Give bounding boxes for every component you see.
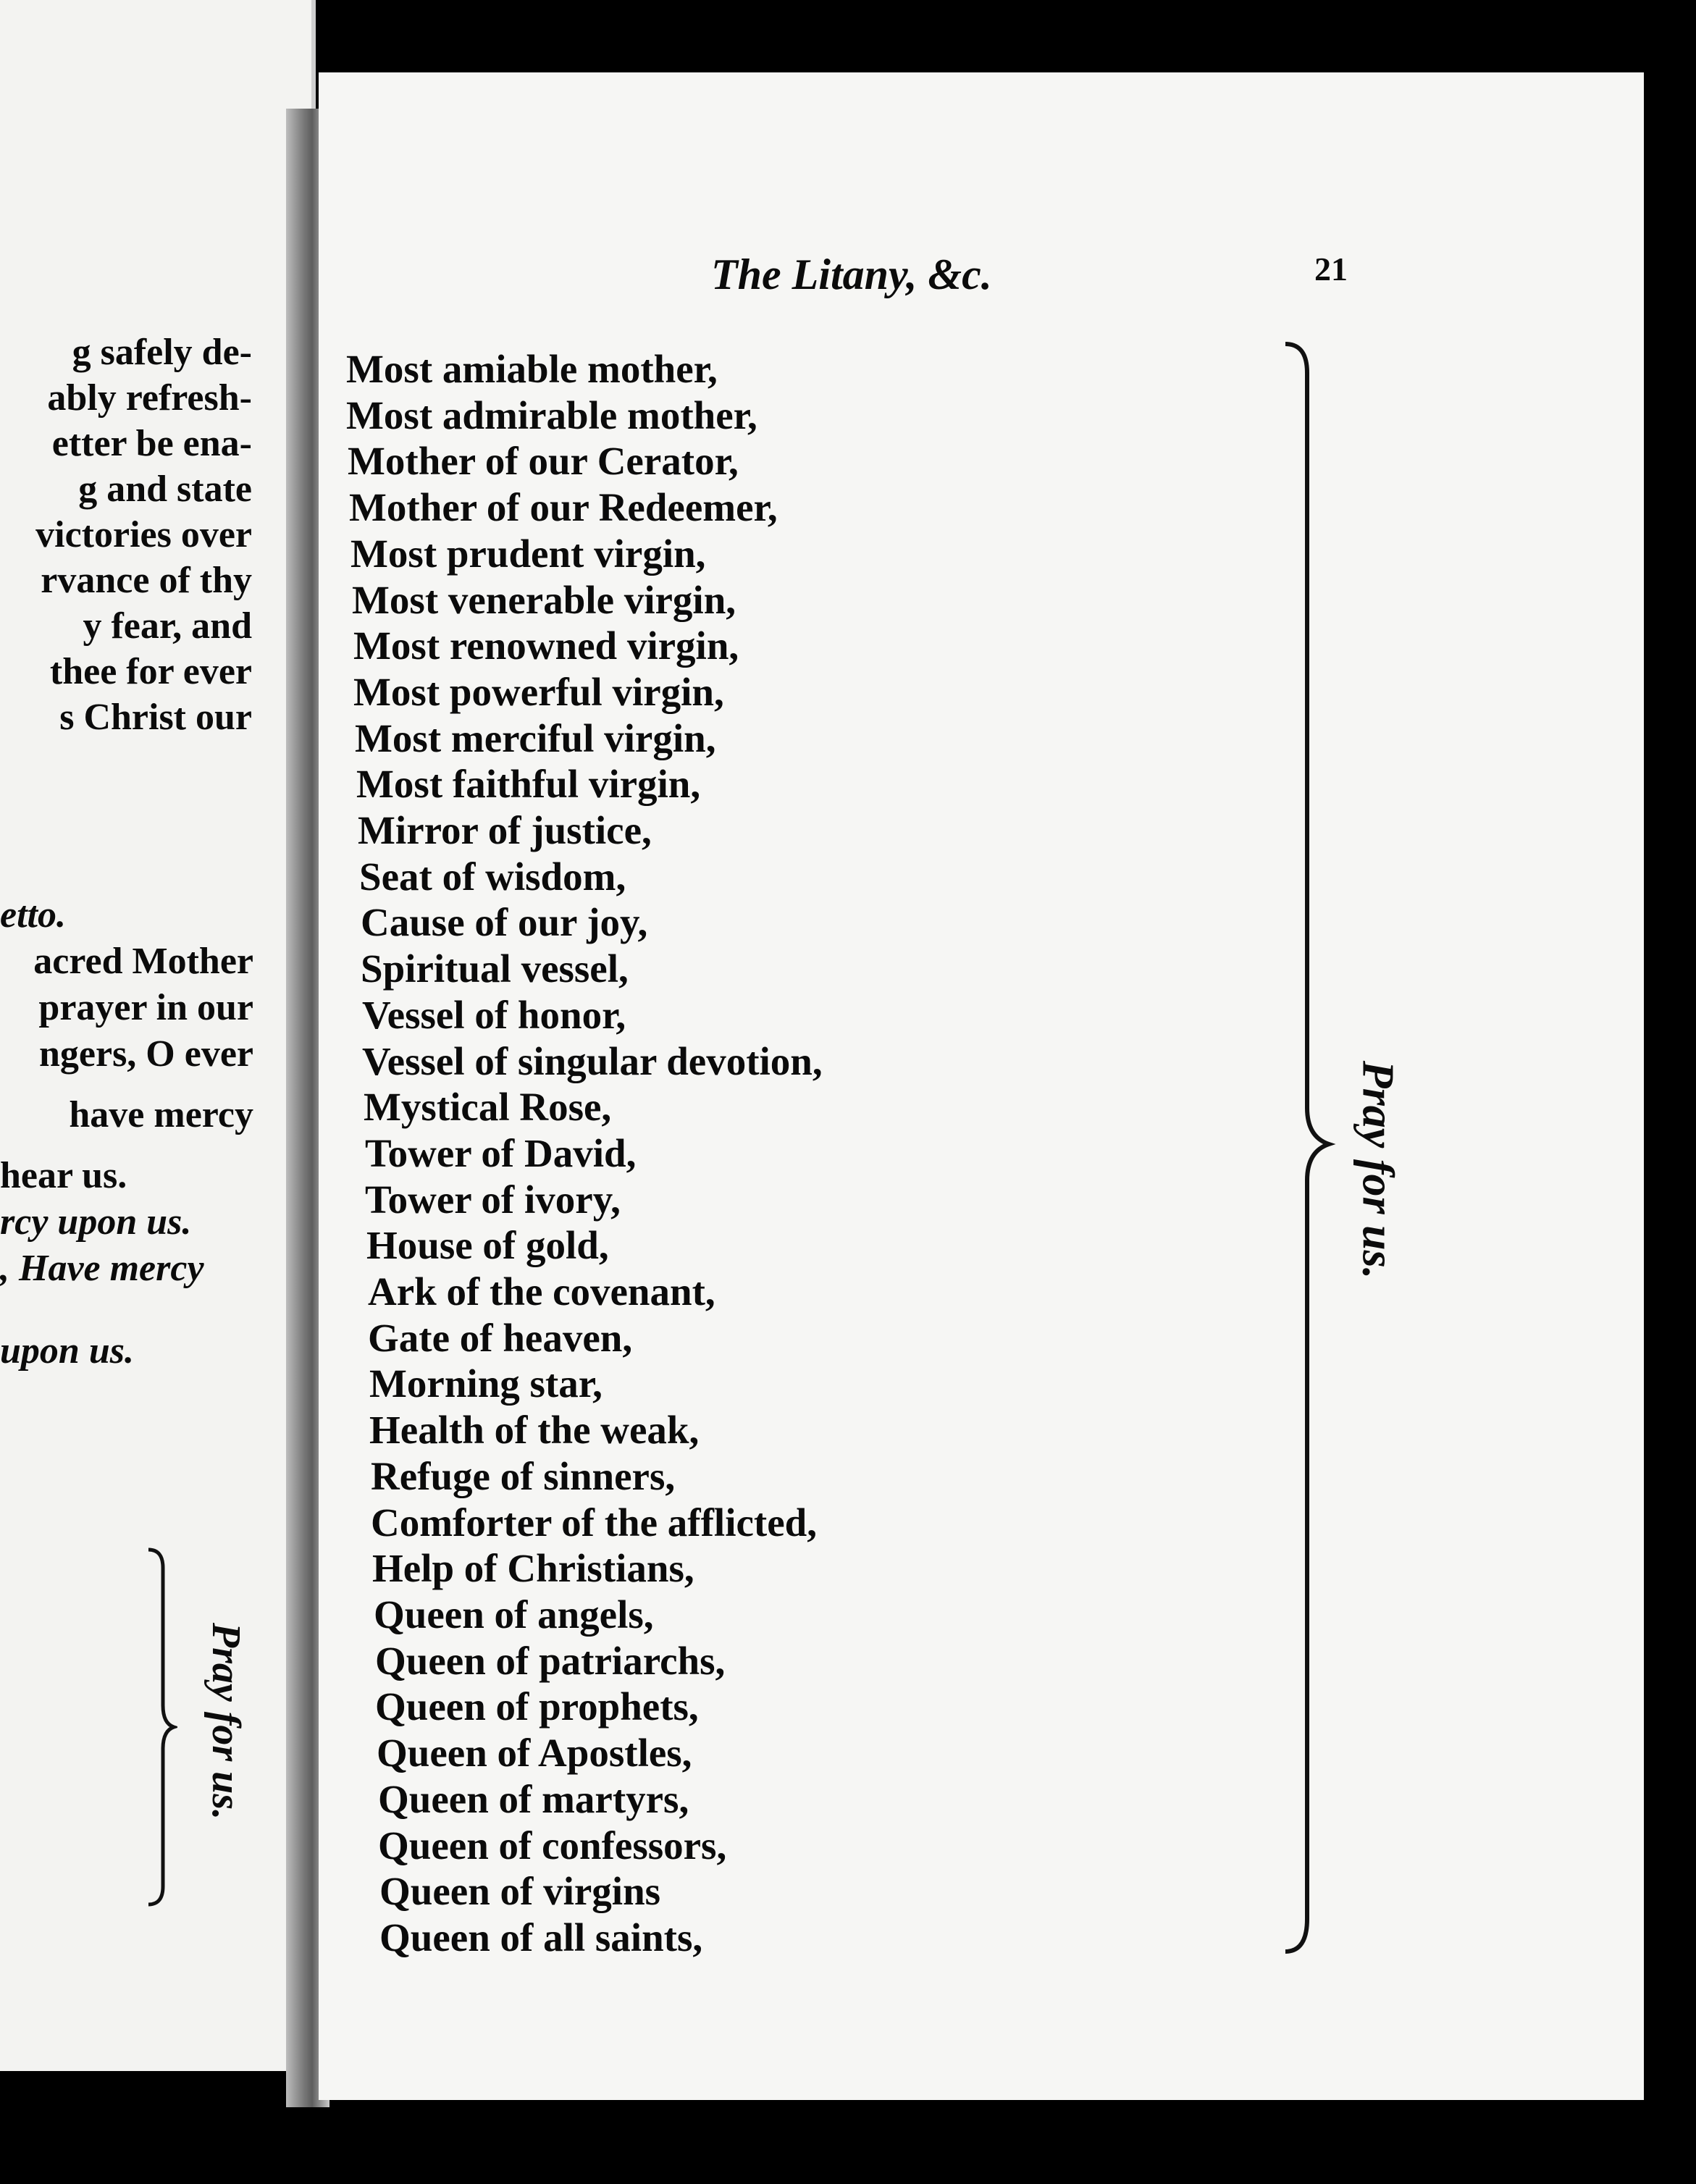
litany-line: Queen of virgins bbox=[379, 1869, 661, 1914]
left-response-italic: upon us. bbox=[0, 1330, 134, 1372]
litany-line: Most venerable virgin, bbox=[352, 577, 736, 622]
left-line: g safely de- bbox=[72, 332, 252, 373]
litany-line: Seat of wisdom, bbox=[359, 854, 626, 899]
left-page bbox=[0, 0, 316, 2071]
litany-line: Most admirable mother, bbox=[346, 392, 757, 437]
left-line: g and state bbox=[78, 469, 252, 510]
litany-line: Queen of patriarchs, bbox=[375, 1638, 726, 1683]
litany-line: Comforter of the afflicted, bbox=[371, 1500, 817, 1545]
left-line: etter be ena- bbox=[51, 423, 252, 464]
litany-line: Mystical Rose, bbox=[364, 1085, 612, 1130]
left-line: have mercy bbox=[69, 1094, 253, 1135]
litany-line: Morning star, bbox=[369, 1361, 603, 1406]
litany-line: Most amiable mother, bbox=[346, 347, 718, 391]
litany-line: Ark of the covenant, bbox=[368, 1269, 715, 1314]
left-line: victories over bbox=[35, 514, 252, 555]
litany-line: House of gold, bbox=[366, 1223, 609, 1268]
litany-line: Cause of our joy, bbox=[361, 900, 648, 945]
litany-line: Refuge of sinners, bbox=[371, 1453, 676, 1498]
left-line: ably refresh- bbox=[47, 377, 252, 419]
left-line: thee for ever bbox=[49, 651, 252, 692]
litany-line: Mother of our Cerator, bbox=[348, 439, 739, 484]
litany-line: Help of Christians, bbox=[372, 1546, 694, 1591]
litany-line: Vessel of singular devotion, bbox=[362, 1038, 823, 1083]
litany-line: Tower of David, bbox=[365, 1130, 637, 1175]
litany-line: Mother of our Redeemer, bbox=[349, 485, 778, 530]
left-brace bbox=[141, 1546, 177, 1908]
left-line: hear us. bbox=[0, 1155, 127, 1196]
litany-line: Queen of angels, bbox=[374, 1592, 654, 1637]
litany-line: Vessel of honor, bbox=[362, 992, 626, 1037]
litany-line: Queen of prophets, bbox=[375, 1684, 699, 1729]
litany-list bbox=[346, 346, 823, 1961]
litany-line: Most renowned virgin, bbox=[353, 623, 739, 668]
left-top-block bbox=[0, 329, 252, 740]
left-line: y fear, and bbox=[83, 605, 252, 647]
left-line: ngers, O ever bbox=[38, 1033, 253, 1075]
left-line: rvance of thy bbox=[41, 560, 252, 601]
litany-line: Most prudent virgin, bbox=[350, 531, 706, 576]
left-response-italic: rcy upon us. bbox=[0, 1201, 192, 1243]
left-line: s Christ our bbox=[59, 697, 252, 738]
left-line: prayer in our bbox=[38, 987, 253, 1028]
running-header: The Litany, &c. bbox=[711, 251, 992, 298]
litany-line: Queen of Apostles, bbox=[377, 1731, 692, 1776]
left-heading-fragment: etto. bbox=[0, 894, 66, 936]
litany-line: Queen of martyrs, bbox=[378, 1776, 689, 1821]
litany-line: Gate of heaven, bbox=[368, 1315, 633, 1360]
pray-for-us-label-left: Pray for us. bbox=[203, 1622, 248, 1820]
pray-for-us-label-right: Pray for us. bbox=[1353, 1060, 1403, 1280]
litany-line: Mirror of justice, bbox=[358, 808, 652, 853]
litany-line: Health of the weak, bbox=[369, 1408, 700, 1453]
right-brace bbox=[1278, 340, 1336, 1955]
litany-line: Most faithful virgin, bbox=[356, 762, 701, 807]
litany-line: Queen of confessors, bbox=[378, 1823, 727, 1868]
page-number: 21 bbox=[1314, 251, 1348, 287]
litany-line: Tower of ivory, bbox=[365, 1177, 621, 1222]
litany-line: Spiritual vessel, bbox=[361, 946, 629, 991]
litany-line: Queen of all saints, bbox=[379, 1915, 703, 1960]
left-line: , Have mercy bbox=[0, 1248, 204, 1289]
litany-line: Most powerful virgin, bbox=[353, 669, 724, 714]
left-bottom-block bbox=[0, 892, 253, 1374]
left-line: acred Mother bbox=[33, 941, 253, 982]
litany-line: Most merciful virgin, bbox=[355, 715, 716, 760]
